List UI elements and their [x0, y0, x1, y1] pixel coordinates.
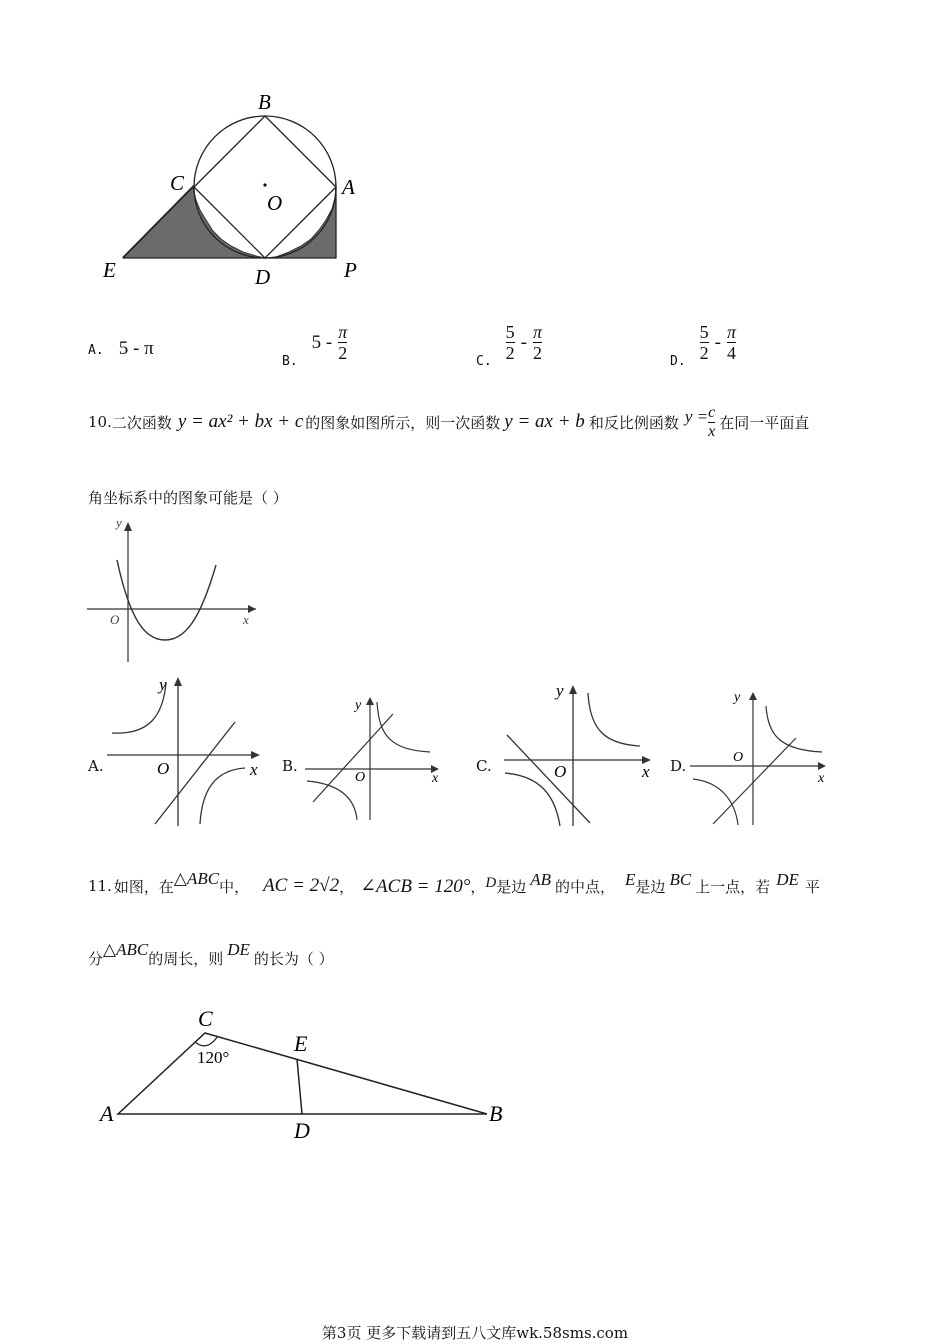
q11-t2: 中，: [219, 877, 250, 896]
label-o: O: [110, 612, 120, 627]
q10-eq-inverse-lhs: y =: [684, 407, 709, 426]
q11-angle: ∠ACB = 120°: [360, 875, 471, 897]
frac-num: 5: [699, 322, 709, 342]
hyperbola-branch-lower-left: [693, 779, 738, 825]
q11-sep2: ，: [470, 877, 486, 896]
option-d-fraction-1: [700, 322, 709, 363]
q11-sep1: ，: [339, 877, 355, 896]
minus-sign: -: [714, 331, 721, 353]
label-o: O: [554, 762, 567, 781]
label-x: x: [432, 771, 439, 786]
frac-num: π: [338, 322, 348, 342]
label-x: x: [250, 760, 258, 779]
q11-l2c: 的长为（ ）: [253, 949, 334, 968]
angle-label: 120°: [197, 1048, 230, 1067]
label-o: O: [157, 759, 170, 778]
label-y: y: [734, 690, 741, 705]
option-letter: D.: [670, 354, 686, 369]
x-axis-arrow-icon: [251, 751, 260, 759]
label-c: C: [198, 1006, 213, 1031]
hyperbola-branch-upper-right: [377, 702, 430, 752]
angle-arc: [195, 1036, 218, 1046]
q9-option-d[interactable]: [670, 316, 736, 369]
label-o: O: [733, 750, 744, 765]
option-a-expr: 5 - π: [118, 338, 154, 359]
y-axis-arrow-icon: [749, 692, 757, 700]
q10-text2: 的图象如图所示，则一次函数: [305, 413, 501, 432]
frac-den: 2: [699, 343, 709, 363]
q11-de: DE: [776, 870, 799, 889]
page-footer: 第3页 更多下载请到五八文库wk.58sms.com: [321, 1324, 629, 1342]
q11-l2a: 分: [88, 949, 104, 968]
q11-l2-de: DE: [227, 940, 250, 959]
option-c-fraction-1: [506, 322, 515, 363]
q11-t5: 是边: [635, 877, 666, 896]
x-axis-arrow-icon: [248, 605, 256, 613]
label-y: y: [159, 675, 167, 694]
q9-option-c[interactable]: [476, 316, 542, 369]
q10-option-b-graph[interactable]: [300, 690, 450, 825]
q11-ac: AC = 2√2: [263, 875, 340, 896]
q10-option-c-letter[interactable]: C.: [476, 757, 492, 775]
option-letter: C.: [476, 354, 492, 369]
y-axis-arrow-icon: [174, 677, 182, 686]
q11-ab: AB: [530, 870, 552, 889]
label-x: x: [642, 762, 650, 781]
label-a: A: [342, 175, 355, 199]
label-b: B: [489, 1101, 503, 1126]
label-d: D: [294, 1118, 310, 1143]
q10-eq-linear: y = ax + b: [504, 411, 585, 432]
label-e: E: [103, 258, 116, 282]
q11-d: D: [485, 874, 497, 891]
q10-text4: 在同一平面直: [719, 413, 810, 432]
hyperbola-branch-upper-left: [112, 683, 166, 733]
frac-den: 2: [533, 343, 542, 363]
y-axis-arrow-icon: [124, 522, 132, 531]
frac-num: c: [708, 403, 716, 421]
q9-circle-square-figure: [95, 85, 385, 295]
hyperbola-branch-upper-right: [588, 693, 640, 746]
q10-number: 10.: [88, 413, 112, 431]
q10-parabola-figure: [85, 515, 265, 665]
q10-text3: 和反比例函数: [588, 413, 679, 432]
frac-num: π: [532, 322, 543, 342]
label-c: C: [170, 171, 185, 195]
y-axis-arrow-icon: [569, 685, 577, 694]
option-d-fraction-2: [727, 322, 736, 363]
label-p: P: [344, 258, 357, 282]
q11-triangle-figure: [95, 1000, 515, 1145]
option-b-lead: 5 -: [311, 331, 333, 353]
q11-stem-line1: [88, 866, 820, 906]
label-b: B: [258, 90, 271, 114]
q11-t4: 的中点，: [555, 877, 616, 896]
hyperbola-branch-lower-right: [200, 768, 245, 824]
label-y: y: [116, 515, 122, 530]
option-b-fraction: [338, 322, 347, 363]
q10-text1: 二次函数: [111, 413, 172, 432]
q10-eq-quadratic: y = ax² + bx + c: [177, 411, 304, 432]
option-c-fraction-2: [533, 322, 542, 363]
x-axis-arrow-icon: [818, 762, 826, 770]
q10-stem-line1: [88, 400, 809, 444]
q11-stem-line2: [88, 938, 334, 978]
frac-num: π: [726, 322, 737, 342]
q10-option-a-graph[interactable]: [105, 672, 265, 832]
option-letter: A.: [88, 343, 104, 358]
q10-eq-inverse-fraction: [708, 404, 715, 441]
q11-t3: 是边: [496, 877, 527, 896]
q10-option-d-letter[interactable]: D.: [670, 757, 687, 775]
q10-stem-line2: 角坐标系中的图象可能是（ ）: [88, 489, 288, 507]
label-x: x: [818, 771, 825, 786]
q11-t1: 如图，在: [113, 877, 174, 896]
frac-num: 5: [505, 322, 515, 342]
center-dot: [263, 183, 266, 186]
label-o: O: [267, 191, 283, 215]
y-axis-arrow-icon: [366, 697, 374, 705]
q11-e: E: [625, 870, 636, 889]
label-a: A: [100, 1101, 114, 1126]
option-letter: B.: [282, 354, 298, 369]
label-y: y: [355, 698, 362, 713]
minus-sign: -: [520, 331, 527, 353]
label-x: x: [243, 612, 249, 627]
q11-triangle: △ABC: [173, 869, 220, 888]
frac-den: 4: [727, 343, 736, 363]
q11-number: 11.: [88, 877, 112, 895]
hyperbola-branch-upper-right: [766, 706, 822, 752]
q10-option-d-graph[interactable]: [686, 682, 834, 830]
linear-line: [713, 738, 796, 824]
q11-t6: 上一点，若: [695, 877, 771, 896]
label-y: y: [556, 681, 564, 700]
frac-den: x: [708, 422, 716, 440]
segment-de: [297, 1059, 302, 1114]
q11-bc: BC: [669, 870, 692, 889]
label-d: D: [255, 265, 271, 289]
frac-den: 2: [338, 343, 348, 363]
q9-option-b[interactable]: [282, 316, 347, 369]
label-o: O: [355, 770, 366, 785]
q9-option-a[interactable]: [88, 338, 154, 360]
q10-option-b-letter[interactable]: B.: [282, 757, 298, 775]
q10-option-c-graph[interactable]: [498, 676, 658, 831]
label-e: E: [294, 1031, 308, 1056]
frac-den: 2: [505, 343, 515, 363]
linear-line: [313, 714, 393, 802]
shaded-region-left: [123, 186, 265, 258]
q11-l2b: 的周长，则: [148, 949, 224, 968]
parabola-curve: [117, 560, 216, 640]
q10-option-a-letter[interactable]: A.: [88, 757, 104, 775]
linear-line: [507, 735, 590, 823]
q11-l2-triangle: △ABC: [103, 940, 149, 959]
hyperbola-branch-lower-left: [505, 773, 560, 826]
q11-t7: 平: [804, 877, 820, 896]
